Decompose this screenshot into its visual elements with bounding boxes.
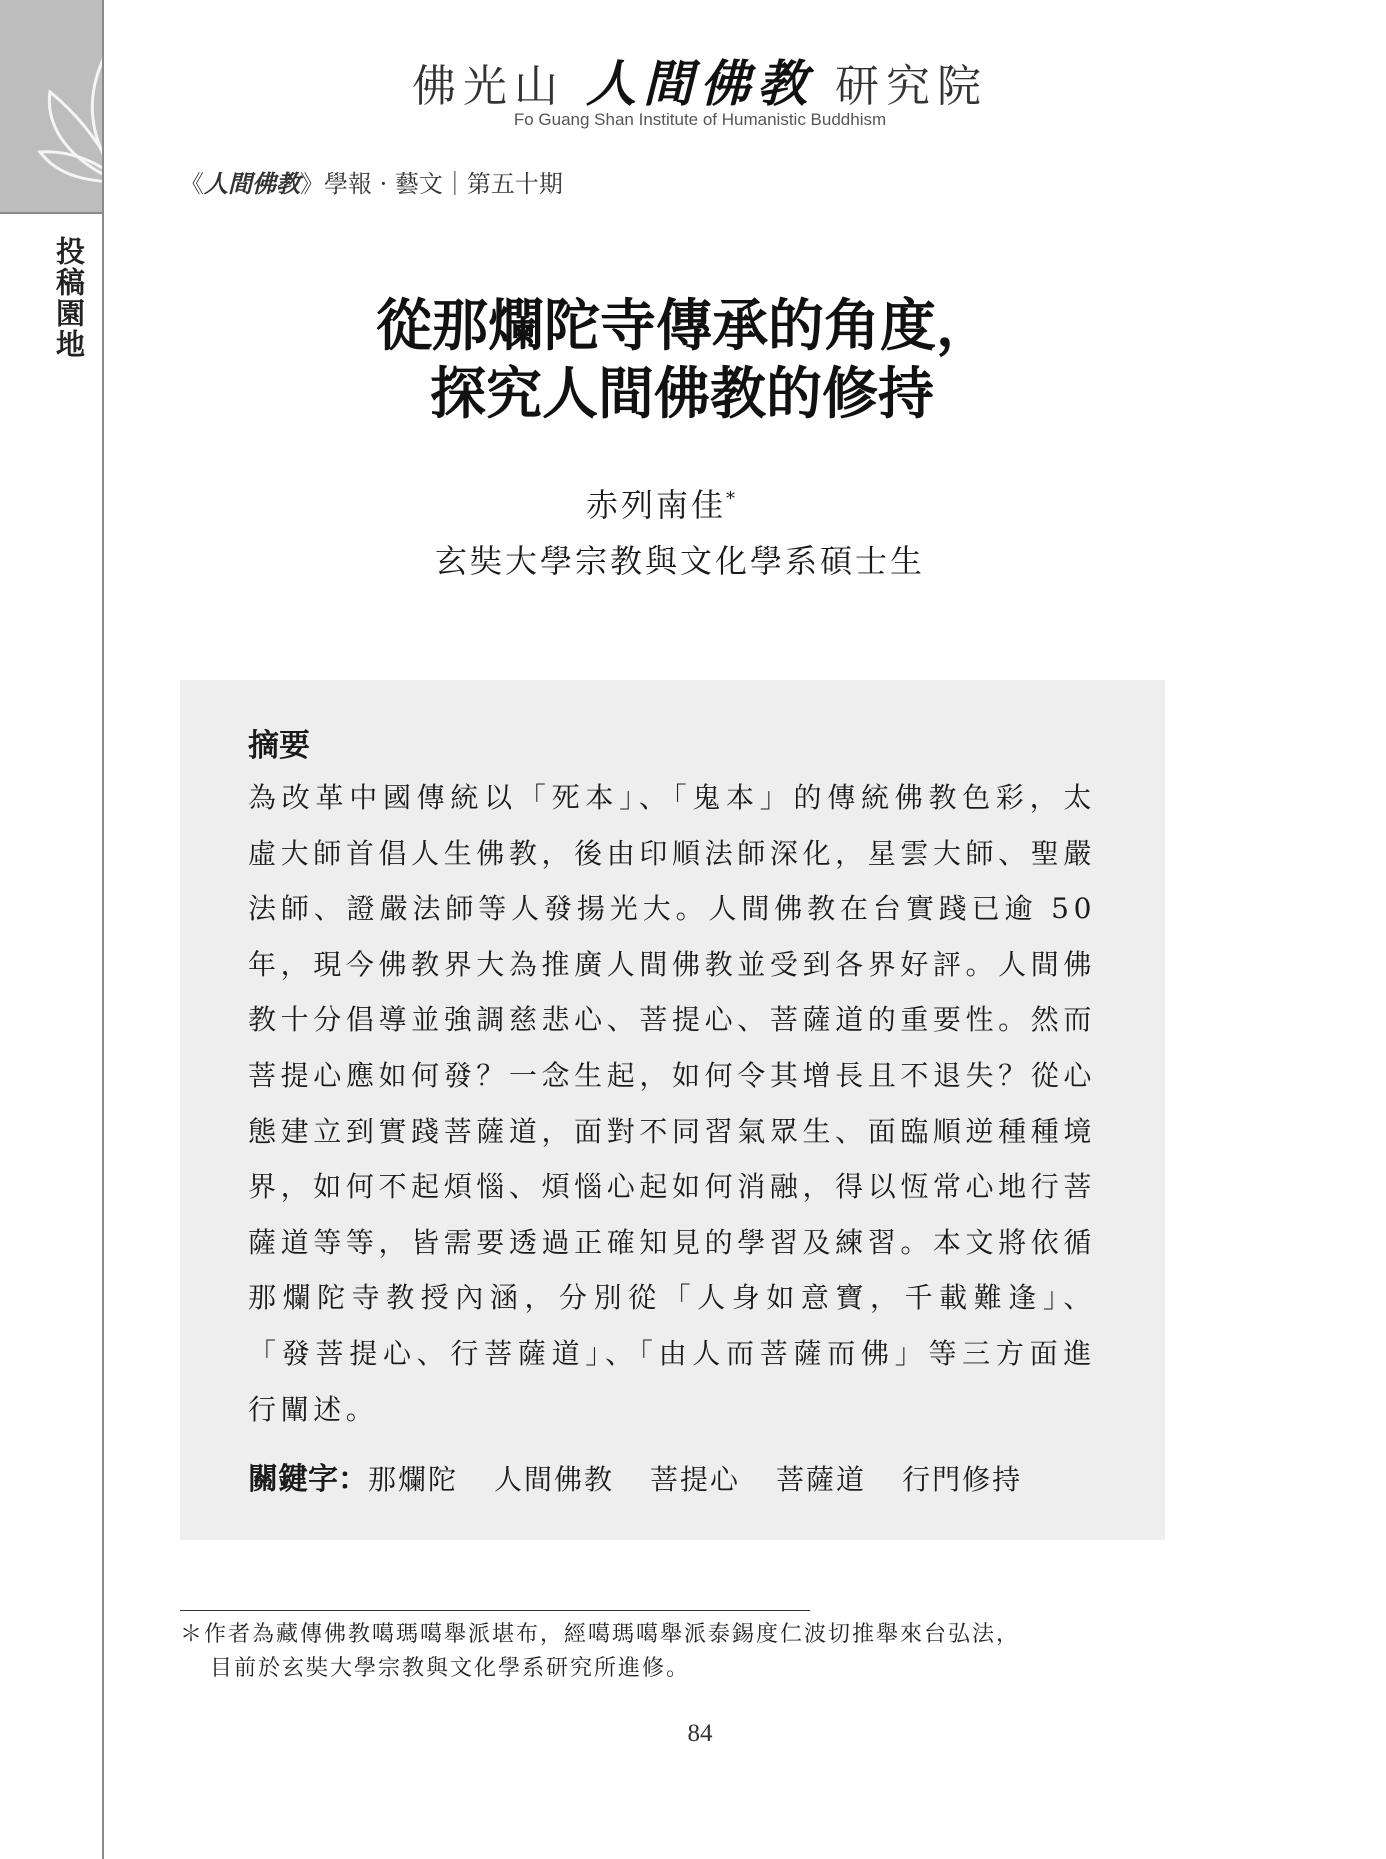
footnote-line-2: 目前於玄奘大學宗教與文化學系研究所進修。 — [210, 1656, 691, 1681]
institute-brush-logo: 人間佛教 — [586, 54, 814, 113]
title-line-2: 探究人間佛教的修持 — [430, 361, 934, 427]
journal-issue: 》學報 · 藝文｜第五十期 — [300, 170, 563, 198]
journal-open-bracket: 《 — [180, 170, 204, 198]
keywords — [248, 1454, 1058, 1498]
title-line-1: 從那爛陀寺傳承的角度， — [376, 293, 992, 359]
keywords-label: 關鍵字： — [248, 1462, 368, 1497]
keyword-item: 菩薩道 — [776, 1463, 867, 1496]
institute-name-a: 佛光山 — [412, 61, 565, 112]
abstract-box — [180, 680, 1165, 1540]
page-number: 84 — [687, 1720, 713, 1747]
keyword-item: 那爛陀 — [368, 1463, 459, 1496]
sidebar-block — [0, 0, 102, 212]
journal-running-head — [180, 164, 563, 199]
author — [586, 480, 738, 526]
keyword-item: 人間佛教 — [494, 1463, 615, 1496]
section-label: 投稿園地 — [52, 236, 86, 360]
article-title — [300, 292, 1060, 428]
journal-brush-logo: 人間佛教 — [204, 169, 300, 198]
sidebar-rule — [102, 0, 104, 1859]
footnote — [180, 1618, 1165, 1686]
author-footnote-mark: * — [726, 488, 739, 510]
sidebar-divider — [0, 212, 102, 214]
institute-name — [380, 44, 1020, 116]
author-affiliation: 玄奘大學宗教與文化學系碩士生 — [434, 542, 925, 580]
abstract-heading: 摘要 — [248, 728, 310, 764]
author-name: 赤列南佳 — [586, 486, 727, 524]
abstract-body: 為改革中國傳統以「死本」、「鬼本」的傳統佛教色彩，太虛大師首倡人生佛教，後由印順法師深化，星雲大師、聖嚴法師、證嚴法師等人發揚光大。人間佛教在台實踐已逾 50 年，現今佛教界大為推廣人間佛教並受到各界好評。人間佛教十分倡導並強調慈悲心、菩提心、菩薩道的重要性。然而菩提心應如何發？一念生起，如何令其增長且不退失？從心態建立到實踐菩薩道，面對不同習氣眾生、面臨順逆種種境界，如何不起煩惱、煩惱心起如何消融，得以恆常心地行菩薩道等等，皆需要透過正確知見的學習及練習。本文將依循那爛陀寺教授內涵，分別從「人身如意寶，千載難逢」、「發菩提心、行菩薩道」、「由人而菩薩而佛」等三方面進行闡述。 — [248, 781, 1096, 1426]
footnote-line-1: ＊作者為藏傳佛教噶瑪噶舉派堪布，經噶瑪噶舉派泰錫度仁波切推舉來台弘法， — [180, 1622, 1021, 1647]
institute-name-c: 研究院 — [835, 61, 988, 112]
keyword-item: 行門修持 — [902, 1463, 1023, 1496]
keyword-item: 菩提心 — [650, 1463, 741, 1496]
footnote-rule — [180, 1610, 810, 1611]
institute-english-name: Fo Guang Shan Institute of Humanistic Buddhism — [513, 110, 887, 129]
